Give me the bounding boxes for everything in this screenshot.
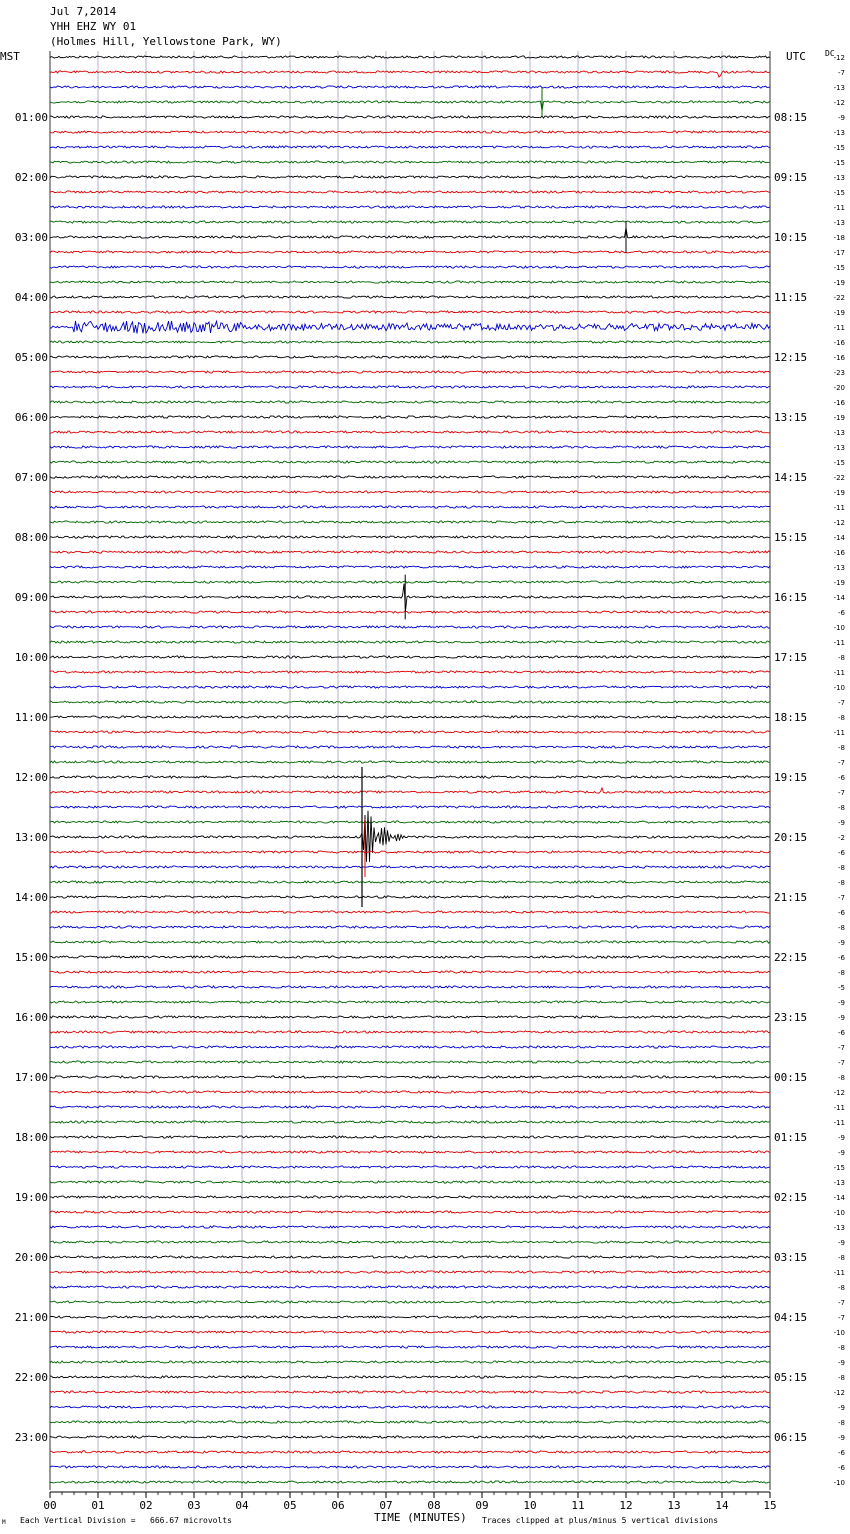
dc-offset-value: -18 — [833, 234, 845, 242]
trace-line — [50, 1076, 770, 1078]
trace-line — [50, 1451, 770, 1453]
dc-offset-value: -19 — [833, 489, 845, 497]
dc-offset-value: -14 — [833, 1194, 845, 1202]
utc-hour-label: 17:15 — [774, 651, 808, 664]
trace-line — [50, 821, 770, 823]
station-code: YHH EHZ WY 01 — [50, 20, 137, 33]
x-tick-label: 06 — [331, 1499, 345, 1512]
utc-hour-label: 09:15 — [774, 171, 808, 184]
dc-offset-value: -22 — [833, 294, 845, 302]
trace-line — [50, 1376, 770, 1378]
dc-offset-value: -13 — [833, 1179, 845, 1187]
mst-hour-label: 12:00 — [14, 771, 48, 784]
trace-line — [50, 746, 770, 748]
dc-offset-value: -15 — [833, 144, 845, 152]
trace-line — [50, 1436, 770, 1438]
seismic-traces — [50, 56, 770, 1483]
trace-line — [50, 1406, 770, 1408]
dc-offset-value: -8 — [838, 1344, 845, 1352]
utc-hour-label: 01:15 — [774, 1131, 808, 1144]
trace-line — [50, 584, 770, 611]
dc-offset-value: -15 — [833, 1164, 845, 1172]
utc-hour-label: 20:15 — [774, 831, 808, 844]
dc-offset-value: -15 — [833, 159, 845, 167]
dc-offset-value: -11 — [833, 639, 845, 647]
utc-hour-label: 13:15 — [774, 411, 808, 424]
dc-offset-value: -7 — [838, 789, 845, 797]
mst-hour-label: 01:00 — [14, 111, 48, 124]
mst-hour-label: 07:00 — [14, 471, 48, 484]
utc-hour-label: 10:15 — [774, 231, 808, 244]
utc-hour-label: 04:15 — [774, 1311, 808, 1324]
x-axis-title: TIME (MINUTES) — [374, 1511, 467, 1524]
dc-offset-value: -6 — [838, 1464, 845, 1472]
mst-hour-label: 03:00 — [14, 231, 48, 244]
dc-offset-value: -9 — [838, 1359, 845, 1367]
trace-line — [50, 776, 770, 778]
trace-line — [50, 1121, 770, 1123]
dc-offset-value: -10 — [833, 1479, 845, 1487]
dc-offset-value: -8 — [838, 924, 845, 932]
x-axis — [43, 1492, 776, 1512]
dc-offset-value: -9 — [838, 1404, 845, 1412]
mst-hour-label: 18:00 — [14, 1131, 48, 1144]
x-tick-label: 00 — [43, 1499, 57, 1512]
dc-offset-value: -6 — [838, 1029, 845, 1037]
dc-offset-value: -13 — [833, 219, 845, 227]
dc-offset-value: -9 — [838, 1134, 845, 1142]
utc-hour-label: 16:15 — [774, 591, 808, 604]
mst-hour-label: 11:00 — [14, 711, 48, 724]
trace-line — [50, 1466, 770, 1468]
trace-line — [50, 1061, 770, 1063]
corner-mark: M — [2, 1519, 6, 1526]
trace-line — [50, 446, 770, 448]
trace-line — [50, 1361, 770, 1363]
trace-line — [50, 1301, 770, 1303]
dc-offset-value: -19 — [833, 279, 845, 287]
dc-offset-value: -22 — [833, 474, 845, 482]
trace-line — [50, 1286, 770, 1288]
trace-line — [50, 521, 770, 523]
dc-offset-value: -9 — [838, 939, 845, 947]
x-tick-label: 05 — [283, 1499, 297, 1512]
dc-offset-value: -8 — [838, 804, 845, 812]
trace-line — [50, 1421, 770, 1423]
dc-offset-value: -10 — [833, 1329, 845, 1337]
dc-offset-value: -11 — [833, 1119, 845, 1127]
dc-offset-values — [834, 54, 846, 1487]
trace-line — [50, 956, 770, 958]
dc-offset-value: -19 — [833, 579, 845, 587]
dc-offset-value: -11 — [833, 504, 845, 512]
trace-line — [50, 1166, 770, 1168]
trace-line — [50, 176, 770, 178]
x-tick-label: 15 — [763, 1499, 777, 1512]
trace-line — [50, 146, 770, 148]
dc-offset-value: -11 — [833, 669, 845, 677]
trace-line — [50, 191, 770, 193]
trace-line — [50, 761, 770, 763]
trace-line — [50, 227, 770, 238]
trace-line — [50, 986, 770, 988]
mst-hour-label: 04:00 — [14, 291, 48, 304]
trace-line — [50, 321, 770, 334]
record-date: Jul 7,2014 — [50, 5, 117, 18]
trace-line — [50, 1151, 770, 1153]
utc-hour-label: 05:15 — [774, 1371, 808, 1384]
trace-line — [50, 1346, 770, 1348]
dc-offset-value: -16 — [833, 354, 845, 362]
trace-line — [50, 1256, 770, 1258]
mst-hour-label: 05:00 — [14, 351, 48, 364]
trace-line — [50, 386, 770, 388]
dc-offset-value: -7 — [838, 699, 845, 707]
dc-offset-value: -13 — [833, 1224, 845, 1232]
trace-line — [50, 1106, 770, 1108]
trace-line — [50, 716, 770, 718]
dc-offset-value: -9 — [838, 1434, 845, 1442]
x-tick-label: 10 — [523, 1499, 537, 1512]
trace-line — [50, 926, 770, 928]
utc-hour-label: 22:15 — [774, 951, 808, 964]
utc-hour-label: 21:15 — [774, 891, 808, 904]
x-tick-label: 01 — [91, 1499, 105, 1512]
trace-line — [50, 431, 770, 433]
dc-offset-value: -11 — [833, 729, 845, 737]
dc-offset-value: -23 — [833, 369, 845, 377]
trace-line — [50, 1091, 770, 1093]
dc-offset-value: -9 — [838, 114, 845, 122]
trace-line — [50, 86, 770, 88]
x-tick-label: 07 — [379, 1499, 393, 1512]
mst-hour-label: 15:00 — [14, 951, 48, 964]
utc-hour-label: 08:15 — [774, 111, 808, 124]
trace-line — [50, 476, 770, 478]
dc-offset-value: -8 — [838, 864, 845, 872]
dc-offset-value: -12 — [833, 99, 845, 107]
trace-line — [50, 296, 770, 298]
dc-offset-label: DC — [825, 49, 835, 58]
trace-line — [50, 221, 770, 223]
left-timezone-label: MST — [0, 50, 20, 63]
utc-hour-label: 12:15 — [774, 351, 808, 364]
trace-line — [50, 551, 770, 553]
trace-line — [50, 1031, 770, 1033]
trace-line — [50, 896, 770, 898]
dc-offset-value: -8 — [838, 744, 845, 752]
dc-offset-value: -13 — [833, 429, 845, 437]
dc-offset-value: -9 — [838, 819, 845, 827]
x-tick-label: 04 — [235, 1499, 249, 1512]
trace-line — [50, 911, 770, 913]
dc-offset-value: -7 — [838, 759, 845, 767]
dc-offset-value: -17 — [833, 249, 845, 257]
dc-offset-value: -8 — [838, 969, 845, 977]
trace-line — [50, 71, 770, 77]
dc-offset-value: -14 — [833, 534, 845, 542]
dc-offset-value: -6 — [838, 609, 845, 617]
trace-line — [50, 1016, 770, 1018]
division-note: Each Vertical Division = 666.67 microvolts — [20, 1516, 232, 1525]
dc-offset-value: -16 — [833, 399, 845, 407]
utc-hour-label: 02:15 — [774, 1191, 808, 1204]
trace-line — [50, 1001, 770, 1003]
trace-line — [50, 1481, 770, 1483]
clip-note: Traces clipped at plus/minus 5 vertical divisions — [482, 1516, 719, 1525]
dc-offset-value: -7 — [838, 894, 845, 902]
dc-offset-value: -14 — [833, 594, 845, 602]
mst-hour-label: 02:00 — [14, 171, 48, 184]
utc-hour-label: 14:15 — [774, 471, 808, 484]
trace-line — [50, 341, 770, 343]
trace-line — [50, 866, 770, 868]
utc-hour-label: 03:15 — [774, 1251, 808, 1264]
dc-offset-value: -6 — [838, 909, 845, 917]
mst-hour-label: 16:00 — [14, 1011, 48, 1024]
trace-line — [50, 161, 770, 163]
dc-offset-value: -8 — [838, 1419, 845, 1427]
utc-hour-label: 19:15 — [774, 771, 808, 784]
trace-line — [50, 788, 770, 793]
mst-hour-label: 14:00 — [14, 891, 48, 904]
utc-hour-label: 06:15 — [774, 1431, 808, 1444]
dc-offset-value: -16 — [833, 549, 845, 557]
trace-line — [50, 811, 770, 862]
dc-offset-value: -12 — [833, 1389, 845, 1397]
dc-offset-value: -8 — [838, 879, 845, 887]
dc-offset-value: -7 — [838, 1044, 845, 1052]
dc-offset-value: -16 — [833, 339, 845, 347]
mst-hour-label: 06:00 — [14, 411, 48, 424]
trace-line — [50, 56, 770, 58]
dc-offset-value: -8 — [838, 1254, 845, 1262]
trace-line — [50, 1211, 770, 1213]
trace-line — [50, 491, 770, 493]
utc-hour-labels — [774, 111, 807, 1444]
trace-line — [50, 881, 770, 883]
dc-offset-value: -7 — [838, 69, 845, 77]
x-tick-label: 03 — [187, 1499, 201, 1512]
mst-hour-label: 23:00 — [14, 1431, 48, 1444]
trace-line — [50, 101, 770, 111]
trace-line — [50, 941, 770, 943]
mst-hour-label: 20:00 — [14, 1251, 48, 1264]
dc-offset-value: -8 — [838, 1374, 845, 1382]
x-tick-label: 14 — [715, 1499, 729, 1512]
utc-hour-label: 00:15 — [774, 1071, 808, 1084]
dc-offset-value: -11 — [833, 1269, 845, 1277]
trace-line — [50, 1046, 770, 1048]
trace-line — [50, 1226, 770, 1228]
dc-offset-value: -15 — [833, 189, 845, 197]
dc-offset-value: -8 — [838, 714, 845, 722]
dc-offset-value: -6 — [838, 1449, 845, 1457]
utc-hour-label: 15:15 — [774, 531, 808, 544]
dc-offset-value: -13 — [833, 129, 845, 137]
dc-offset-value: -13 — [833, 444, 845, 452]
dc-offset-value: -5 — [838, 984, 845, 992]
mst-hour-label: 19:00 — [14, 1191, 48, 1204]
trace-line — [50, 311, 770, 313]
dc-offset-value: -13 — [833, 564, 845, 572]
mst-hour-label: 21:00 — [14, 1311, 48, 1324]
trace-line — [50, 266, 770, 268]
mst-hour-label: 22:00 — [14, 1371, 48, 1384]
dc-offset-value: -9 — [838, 1149, 845, 1157]
trace-line — [50, 1196, 770, 1198]
trace-line — [50, 506, 770, 508]
dc-offset-value: -11 — [833, 324, 845, 332]
dc-offset-value: -7 — [838, 1059, 845, 1067]
dc-offset-value: -8 — [838, 1284, 845, 1292]
dc-offset-value: -6 — [838, 774, 845, 782]
trace-line — [50, 116, 770, 118]
dc-offset-value: -7 — [838, 1299, 845, 1307]
x-tick-label: 08 — [427, 1499, 441, 1512]
right-timezone-label: UTC — [786, 50, 806, 63]
dc-offset-value: -9 — [838, 1239, 845, 1247]
dc-offset-value: -7 — [838, 1314, 845, 1322]
trace-line — [50, 206, 770, 208]
dc-offset-value: -20 — [833, 384, 845, 392]
trace-line — [50, 806, 770, 808]
dc-offset-value: -10 — [833, 1209, 845, 1217]
x-tick-label: 02 — [139, 1499, 153, 1512]
x-tick-label: 09 — [475, 1499, 489, 1512]
dc-offset-value: -8 — [838, 654, 845, 662]
trace-line — [50, 566, 770, 568]
trace-line — [50, 641, 770, 643]
dc-offset-value: -13 — [833, 84, 845, 92]
dc-offset-value: -6 — [838, 849, 845, 857]
mst-hour-label: 08:00 — [14, 531, 48, 544]
dc-offset-value: -12 — [833, 54, 845, 62]
trace-line — [50, 281, 770, 283]
dc-offset-value: -15 — [833, 264, 845, 272]
trace-line — [50, 656, 770, 658]
dc-offset-value: -13 — [833, 174, 845, 182]
trace-line — [50, 686, 770, 688]
trace-line — [50, 701, 770, 703]
utc-hour-label: 23:15 — [774, 1011, 808, 1024]
dc-offset-value: -11 — [833, 1104, 845, 1112]
trace-line — [50, 416, 770, 418]
dc-offset-value: -2 — [838, 834, 845, 842]
trace-line — [50, 971, 770, 973]
trace-line — [50, 356, 770, 358]
x-tick-label: 13 — [667, 1499, 681, 1512]
trace-line — [50, 1316, 770, 1318]
dc-offset-value: -10 — [833, 624, 845, 632]
trace-line — [50, 671, 770, 673]
trace-line — [50, 626, 770, 628]
mst-hour-label: 13:00 — [14, 831, 48, 844]
dc-offset-value: -15 — [833, 459, 845, 467]
trace-line — [50, 611, 770, 613]
utc-hour-label: 18:15 — [774, 711, 808, 724]
trace-line — [50, 851, 770, 853]
mst-hour-label: 10:00 — [14, 651, 48, 664]
dc-offset-value: -12 — [833, 519, 845, 527]
trace-line — [50, 581, 770, 583]
mst-hour-labels — [15, 111, 48, 1444]
trace-line — [50, 1181, 770, 1183]
trace-line — [50, 251, 770, 253]
trace-line — [50, 461, 770, 463]
dc-offset-value: -12 — [833, 1089, 845, 1097]
trace-line — [50, 1391, 770, 1393]
trace-line — [50, 131, 770, 133]
trace-line — [50, 1331, 770, 1333]
mst-hour-label: 17:00 — [14, 1071, 48, 1084]
mst-hour-label: 09:00 — [14, 591, 48, 604]
trace-line — [50, 1271, 770, 1273]
dc-offset-value: -9 — [838, 999, 845, 1007]
x-tick-label: 12 — [619, 1499, 633, 1512]
dc-offset-value: -19 — [833, 309, 845, 317]
x-tick-label: 11 — [571, 1499, 585, 1512]
dc-offset-value: -6 — [838, 954, 845, 962]
dc-offset-value: -11 — [833, 204, 845, 212]
dc-offset-value: -19 — [833, 414, 845, 422]
dc-offset-value: -10 — [833, 684, 845, 692]
trace-line — [50, 731, 770, 733]
dc-offset-value: -8 — [838, 1074, 845, 1082]
trace-line — [50, 1136, 770, 1138]
trace-line — [50, 1241, 770, 1243]
trace-line — [50, 371, 770, 373]
trace-line — [50, 536, 770, 538]
utc-hour-label: 11:15 — [774, 291, 808, 304]
dc-offset-value: -9 — [838, 1014, 845, 1022]
station-location: (Holmes Hill, Yellowstone Park, WY) — [50, 35, 282, 48]
trace-line — [50, 401, 770, 403]
